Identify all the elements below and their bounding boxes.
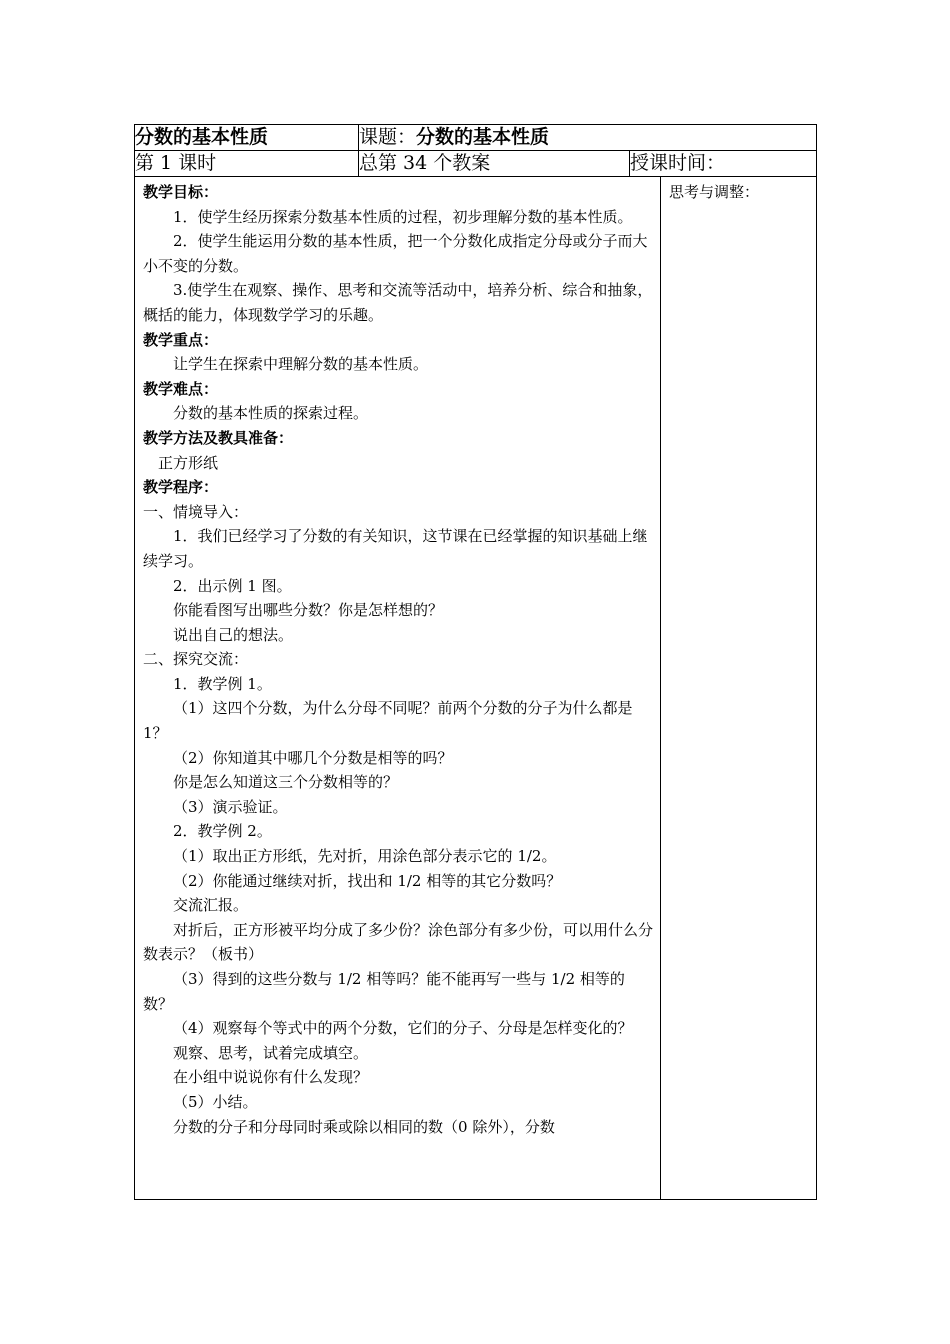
- paragraph: （2）你能通过继续对折，找出和 1/2 相等的其它分数吗？: [173, 871, 562, 890]
- paragraph: （3）得到的这些分数与 1/2 相等吗？能不能再写一些与 1/2 相等的数？: [143, 970, 625, 1013]
- procedure-heading: 教学程序：: [143, 478, 219, 497]
- paragraph: 分数的分子和分母同时乘或除以相同的数（0 除外），分数: [173, 1117, 555, 1136]
- paragraph: （2）你知道其中哪几个分数是相等的吗？: [173, 748, 453, 767]
- reflection-label: 思考与调整：: [669, 183, 760, 201]
- paragraph: （1）这四个分数，为什么分母不同呢？前两个分数的分子为什么都是 1？: [143, 699, 633, 743]
- paragraph: 观察、思考，试着完成填空。: [173, 1043, 369, 1062]
- difficulty-heading: 教学难点：: [143, 379, 219, 398]
- goal-2: 2．使学生能运用分数的基本性质，把一个分数化成指定分母或分子而大小不变的分数。: [143, 232, 648, 275]
- topic-label: 课题：: [359, 126, 417, 148]
- paragraph: 交流汇报。: [173, 896, 249, 915]
- section-1-heading: 一、情境导入：: [143, 502, 249, 521]
- method-heading: 教学方法及教具准备：: [143, 428, 294, 447]
- topic-cell: [359, 125, 817, 151]
- topic-value: 分数的基本性质: [416, 126, 550, 148]
- paragraph: 说出自己的想法。: [173, 625, 294, 644]
- paragraph: （1）取出正方形纸，先对折，用涂色部分表示它的 1/2。: [173, 847, 557, 866]
- teach-time-cell: 授课时间：: [630, 151, 817, 177]
- period-cell: 第 1 课时: [135, 151, 359, 177]
- paragraph: 2．教学例 2。: [173, 822, 272, 841]
- goal-3: 3.使学生在观察、操作、思考和交流等活动中，培养分析、综合和抽象，概括的能力，体现数学学习的乐趣。: [143, 281, 653, 324]
- section-2-heading: 二、探究交流：: [143, 650, 249, 669]
- paragraph: 你是怎么知道这三个分数相等的？: [173, 773, 399, 792]
- paragraph: 在小组中说说你有什么发现？: [173, 1068, 369, 1087]
- lesson-plan-table: [134, 124, 817, 1200]
- method-text: 正方形纸: [158, 453, 219, 472]
- paragraph: （5）小结。: [173, 1092, 258, 1111]
- difficulty-text: 分数的基本性质的探索过程。: [173, 404, 369, 423]
- key-text: 让学生在探索中理解分数的基本性质。: [173, 355, 429, 374]
- paragraph: 你能看图写出哪些分数？你是怎样想的？: [173, 601, 444, 620]
- key-heading: 教学重点：: [143, 330, 219, 349]
- paragraph: （3）演示验证。: [173, 797, 288, 816]
- header-row: [135, 125, 817, 151]
- total-cell: 总第 34 个教案: [359, 151, 630, 177]
- lesson-title: 分数的基本性质: [135, 125, 359, 151]
- paragraph: 2．出示例 1 图。: [173, 576, 292, 595]
- goals-heading: 教学目标：: [143, 183, 219, 201]
- info-row: [135, 151, 817, 177]
- goal-1: 1．使学生经历探索分数基本性质的过程，初步理解分数的基本性质。: [173, 207, 633, 226]
- paragraph: （4）观察每个等式中的两个分数，它们的分子、分母是怎样变化的？: [173, 1019, 633, 1038]
- lesson-content: [135, 177, 660, 1199]
- content-row: [135, 177, 817, 1200]
- paragraph: 1．教学例 1。: [173, 674, 272, 693]
- paragraph: 对折后，正方形被平均分成了多少份？涂色部分有多少份，可以用什么分数表示？（板书）: [143, 920, 654, 964]
- paragraph: 1．我们已经学习了分数的有关知识，这节课在已经掌握的知识基础上继续学习。: [143, 527, 648, 570]
